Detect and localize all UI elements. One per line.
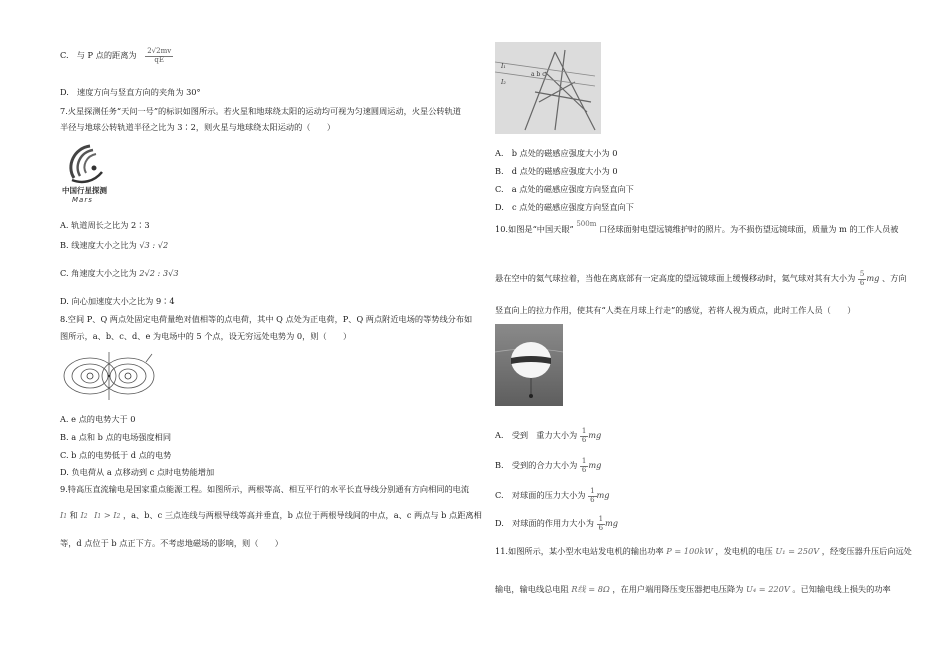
q6c-fraction: $\frac{2√2mv}{qE}$ (147, 47, 172, 64)
q7-option-b: B. 线速度大小之比为 √3 : √2 (60, 240, 169, 250)
q10-stem-line3: 竖直向上的拉力作用，使其有“人类在月球上行走”的感觉，若将人视为质点，此时工作人员（ ） (495, 305, 856, 315)
q10-500m: 500m (576, 220, 597, 228)
q10-option-b: B. 受到的合力大小为 $\frac{1}{6}$ mg (495, 457, 602, 474)
q11-resistance: R线 = 8Ω (571, 584, 610, 594)
current-i2: I2 (80, 510, 88, 520)
balloon-svg (495, 324, 563, 406)
balloon-photo (495, 324, 563, 406)
q10-option-a: A. 受到 重力大小为 $\frac{1}{6}$ mg (495, 427, 602, 444)
q9-option-b: B. d 点处的磁感应强度大小为 0 (495, 166, 618, 176)
q10-option-c: C. 对球面的压力大小为 $\frac{1}{6}$ mg (495, 487, 610, 504)
q11-voltage-u4: U₄ = 220V (745, 584, 790, 594)
q9-option-d: D. c 点处的磁感应强度方向竖直向下 (495, 202, 634, 212)
q9-stem-line1: 9.特高压直流输电是国家重点能源工程。如图所示，两根等高、相互平行的水平长直导线分别通有方向相同的电流 (60, 484, 470, 494)
q8-option-a: A. e 点的电势大于 0 (60, 414, 136, 424)
tianwen-logo (60, 138, 122, 206)
q11-voltage-u1: U₁ = 250V (775, 546, 820, 556)
q10-stem-line2: 悬在空中的氦气球拉着，当他在离底部有一定高度的望远镜球面上缓慢移动时，氦气球对其有大小为 $\frac{5}{6}$ mg 、方向 (495, 270, 907, 287)
q8-option-c: C. b 点的电势低于 d 点的电势 (60, 450, 172, 460)
svg-text:I₂: I₂ (501, 79, 506, 86)
current-inequality: I1 > I2 (94, 510, 121, 520)
q8-stem-line1: 8.空间 P、Q 两点处固定电荷量绝对值相等的点电荷，其中 Q 点处为正电荷，P、Q 两点附近电场的等势线分布如 (60, 314, 473, 324)
q9-option-c: C. a 点处的磁感应强度方向竖直向下 (495, 184, 634, 194)
current-i1: I1 (60, 510, 68, 520)
q8-option-b: B. a 点和 b 点的电场强度相同 (60, 432, 172, 442)
q7b-ratio: √3 : √2 (139, 240, 169, 250)
q11-stem-line1: 11.如图所示，某小型水电站发电机的输出功率 P = 100kW ，发电机的电压 U₁ = 250V ，经变压器升压后向远处 (495, 546, 912, 556)
q10-force-fraction: $\frac{5}{6}$ (859, 270, 865, 287)
q10-stem-line1: 10.如图是“中国天眼” 500m 口径球面射电望远镜维护时的照片。为不损伤望远镜球面，质量为 m 的工作人员被 (495, 220, 899, 234)
q9-option-a: A. b 点处的磁感应强度大小为 0 (495, 148, 618, 158)
q8-stem-line2: 图所示，a、b、c、d、e 为电场中的 5 个点，设无穷远处电势为 0，则（ ） (60, 331, 352, 341)
q10-option-d: D. 对球面的作用力大小为 $\frac{1}{6}$ mg (495, 515, 619, 532)
q7-option-d: D. 向心加速度大小之比为 9∶4 (60, 296, 175, 306)
q9-stem-line2: I1 和 I2 I1 > I2 ，a、b、c 三点连线与两根导线等高并垂直，b 点位于两根导线间的中点，a、c 两点与 b 点距离相 (60, 510, 482, 520)
q7c-ratio: 2√2 : 3√3 (139, 268, 179, 278)
svg-text:I₁: I₁ (501, 63, 506, 70)
q7-option-c: C. 角速度大小之比为 2√2 : 3√3 (60, 268, 179, 278)
q6-option-c: C. 与 P 点的距离为 $\frac{2√2mv}{qE}$ (60, 47, 172, 64)
q6-option-d: D. 速度方向与竖直方向的夹角为 30° (60, 87, 201, 97)
equipotential-svg (60, 350, 160, 402)
svg-text:a b c: a b c (531, 71, 546, 78)
power-tower-svg (495, 42, 601, 134)
q9-stem-line3: 等，d 点位于 b 点正下方。不考虑地磁场的影响，则（ ） (60, 538, 283, 548)
q11-power: P = 100kW (666, 546, 713, 556)
q7-stem-line1: 7.火星探测任务“天问一号”的标识如图所示。若火星和地球绕太阳的运动均可视为匀速圆周运动，火星公转轨道 (60, 106, 461, 116)
q11-stem-line2: 输电，输电线总电阻 R线 = 8Ω ，在用户端用降压变压器把电压降为 U₄ = 220V 。已知输电线上损失的功率 (495, 584, 891, 594)
logo-text-en: Mars (72, 196, 93, 204)
power-tower-photo (495, 42, 601, 134)
equipotential-diagram (60, 350, 160, 402)
q8-option-d: D. 负电荷从 a 点移动到 c 点时电势能增加 (60, 467, 215, 477)
q7-option-a: A. 轨道周长之比为 2∶3 (60, 220, 150, 230)
q7-stem-line2: 半径与地球公转轨道半径之比为 3∶2，则火星与地球绕太阳运动的（ ） (60, 122, 336, 132)
logo-text-cn: 中国行星探测 (62, 186, 107, 195)
